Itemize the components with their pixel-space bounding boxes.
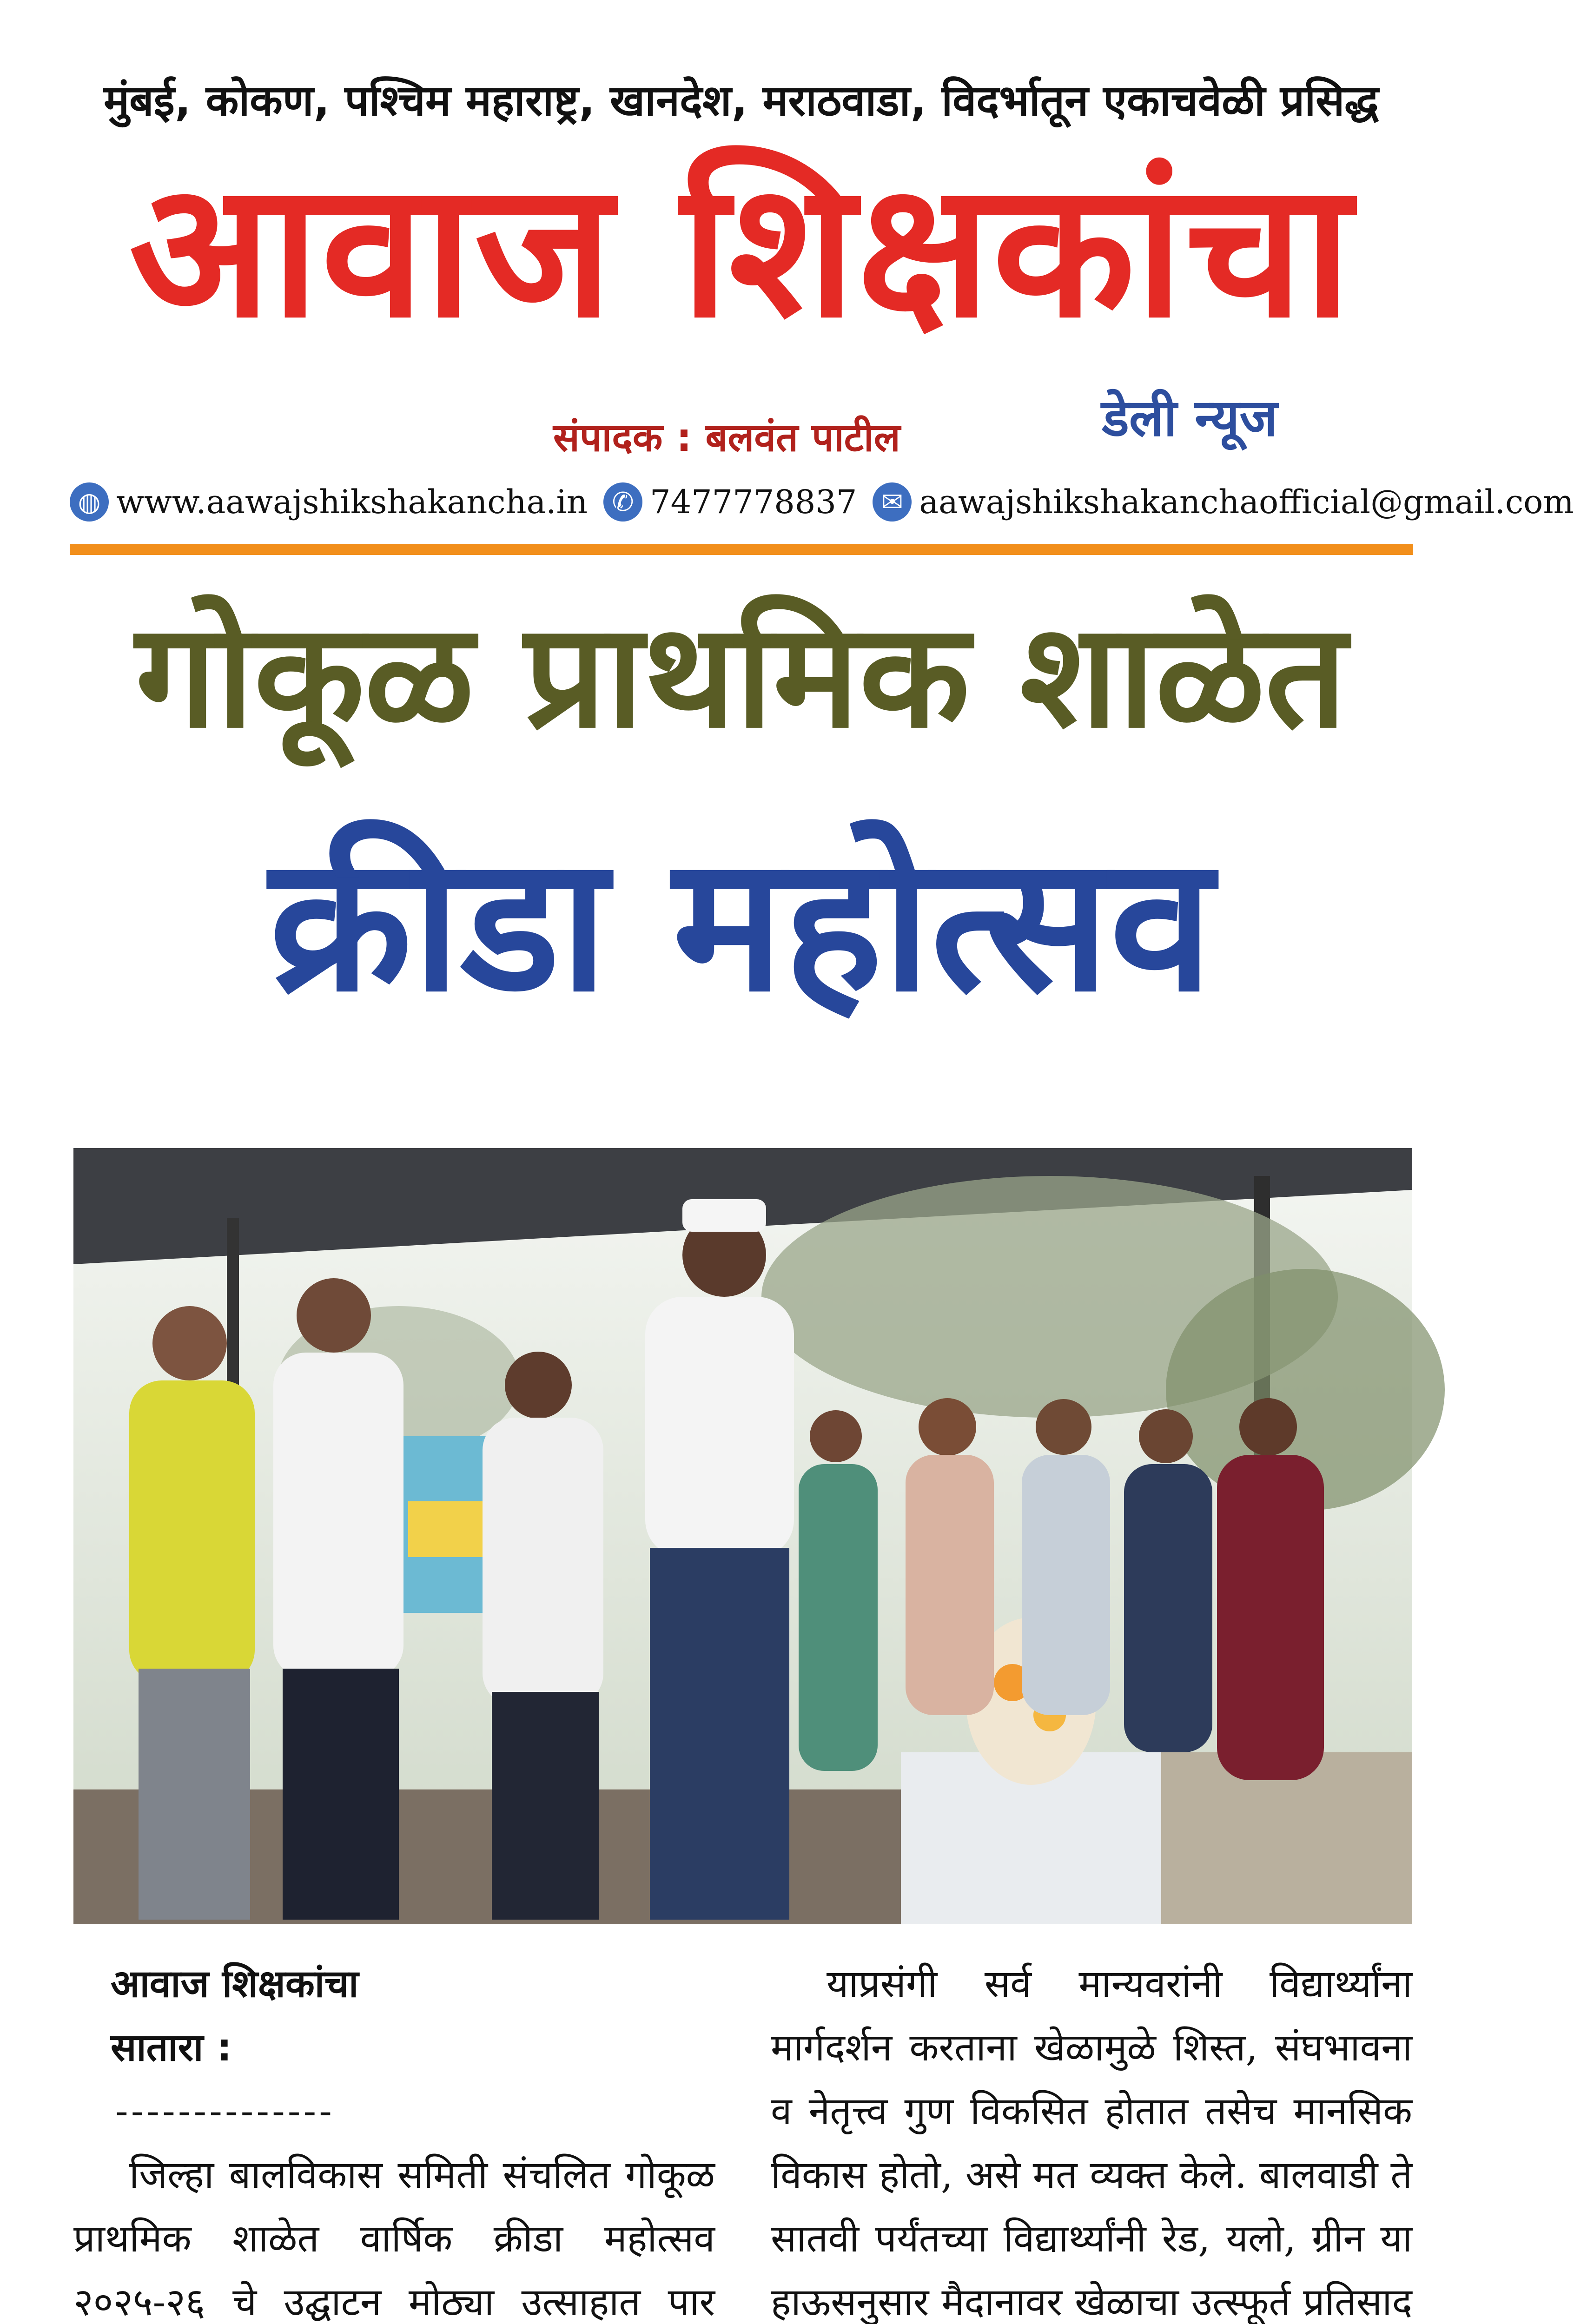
contact-bar — [70, 479, 1574, 525]
event-photo-illustration — [73, 1148, 1412, 1924]
article-left-column — [73, 1952, 715, 2324]
article-separator: -------------- — [115, 2089, 335, 2133]
website-text[interactable]: www.aawajshikshakancha.in — [116, 483, 588, 521]
article-right-column — [771, 1952, 1412, 2324]
globe-icon: ◍ — [70, 482, 109, 522]
email-contact[interactable] — [873, 482, 1574, 522]
mail-icon: ✉ — [873, 482, 912, 522]
masthead-title: आवाज शिक्षकांचा — [129, 143, 1354, 359]
headline-line-2: क्रीडा महोत्सव — [269, 817, 1213, 1033]
phone-icon: ✆ — [603, 482, 642, 522]
masthead-tagline: मुंबई, कोकण, पश्चिम महाराष्ट्र, खानदेश, मराठवाडा, विदर्भातून एकाचवेळी प्रसिद्ध — [104, 76, 1379, 125]
article-paragraph-right: याप्रसंगी सर्व मान्यवरांनी विद्यार्थ्यांना मार्गदर्शन करताना खेळामुळे शिस्त, संघभावना व नेतृत्त्व गुण विकसित होतात तसेच मानसिक विकास होतो, असे मत व्यक्त केले. बालवाडी ते सातवी पर्यंतच्या विद्यार्थ्यांनी रेड, यलो, ग्रीन या हाऊसनुसार मैदानावर खेळाचा उत्स्फूर्त प्रतिसाद — [771, 1962, 1412, 2324]
headline-line-1: गोकूळ प्राथमिक शाळेत — [135, 592, 1347, 760]
event-photo — [73, 1148, 1412, 1924]
article-place: सातारा : — [111, 2026, 232, 2070]
phone-text[interactable]: 7477778837 — [650, 483, 857, 521]
article-paragraph-left: जिल्हा बालविकास समिती संचलित गोकूळ प्राथमिक शाळेत वार्षिक क्रीडा महोत्सव २०२५-२६ चे उद्घाटन मोठ्या उत्साहात पार — [73, 2153, 715, 2324]
editor-credit: संपादक : बलवंत पाटील — [553, 415, 900, 460]
phone-contact[interactable] — [603, 482, 857, 522]
article-body — [73, 1952, 1412, 2324]
header-divider — [70, 544, 1413, 555]
website-contact[interactable] — [70, 482, 588, 522]
article-source: आवाज शिक्षकांचा — [111, 1962, 359, 2006]
email-text[interactable]: aawajshikshakanchaofficial@gmail.com — [919, 483, 1574, 521]
daily-news-label: डेली न्यूज — [1102, 388, 1278, 448]
